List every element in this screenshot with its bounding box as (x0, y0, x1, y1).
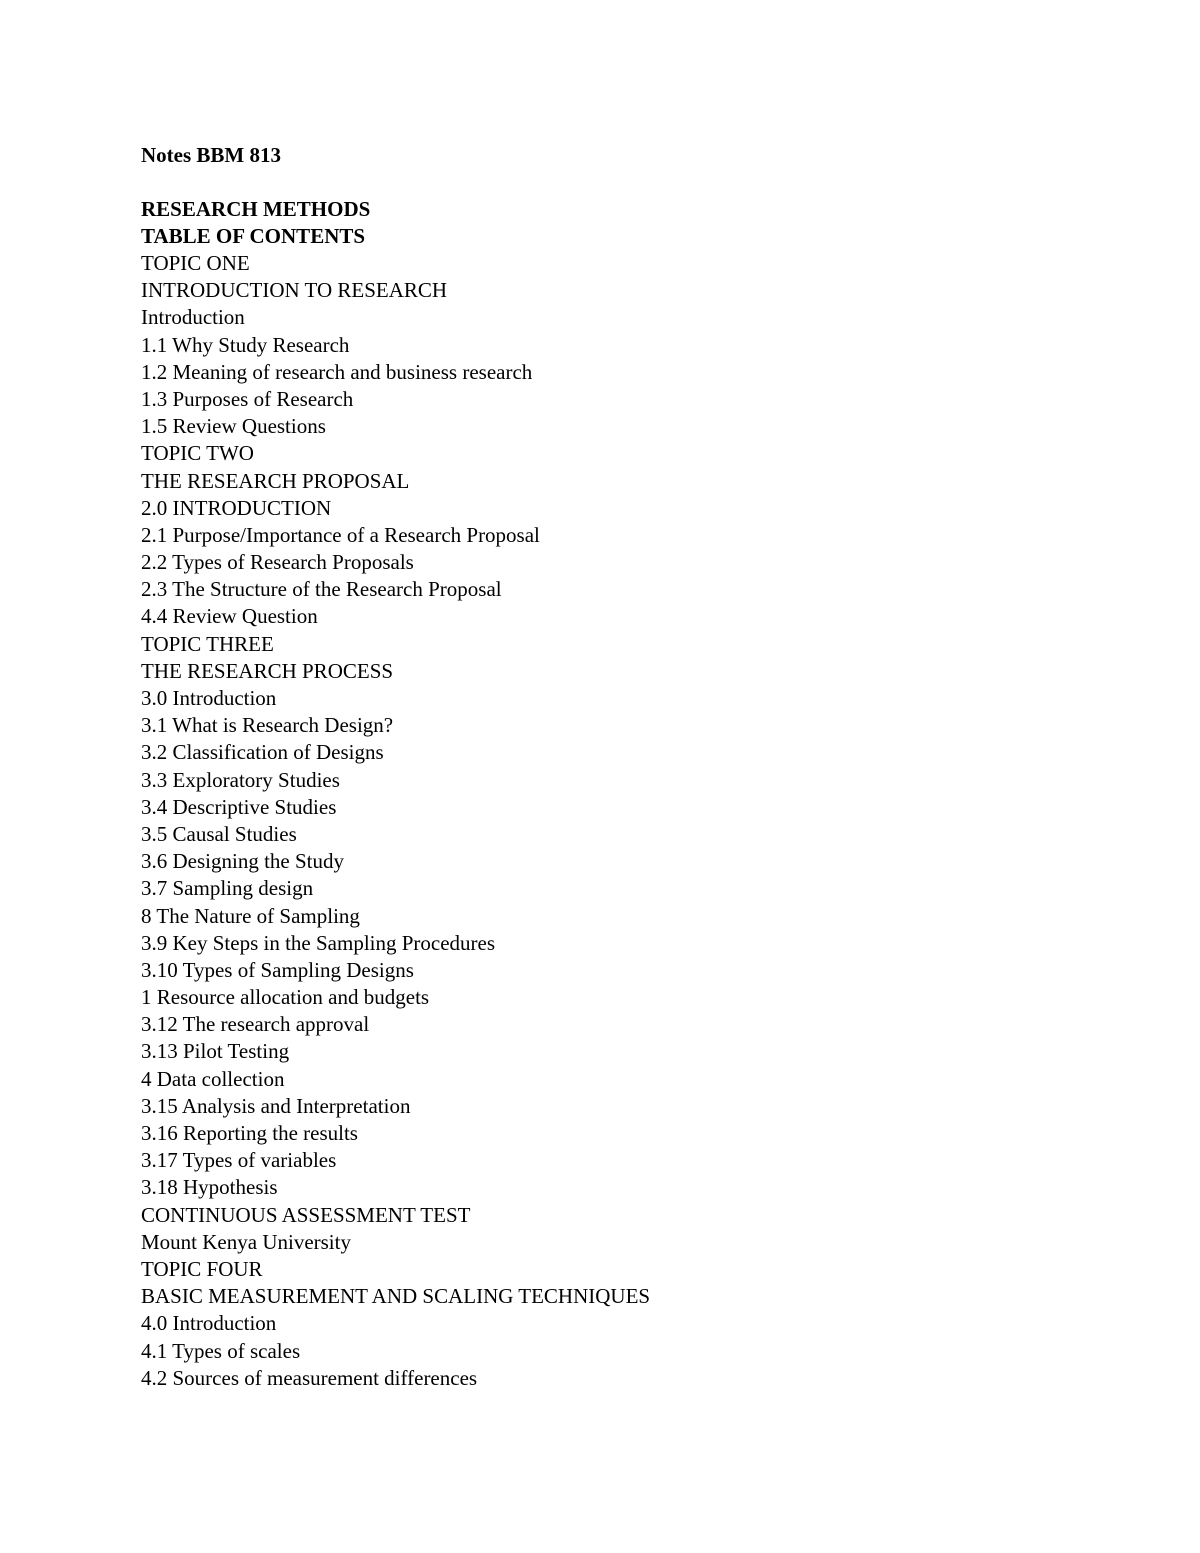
toc-entry: 3.17 Types of variables (141, 1148, 337, 1173)
toc-entry: 2.1 Purpose/Importance of a Research Proposal (141, 522, 540, 547)
toc-entry: 3.0 Introduction (141, 686, 277, 710)
table-of-contents (141, 250, 1141, 1392)
toc-entry: TOPIC ONE (141, 251, 250, 275)
document-page (141, 142, 1141, 1392)
toc-entry: 3.7 Sampling design (141, 876, 314, 901)
toc-entry: 4.1 Types of scales (141, 1338, 301, 1363)
toc-entry: 8 The Nature of Sampling (141, 903, 360, 928)
toc-entry: 3.13 Pilot Testing (141, 1039, 290, 1064)
toc-entry: 3.2 Classification of Designs (141, 740, 384, 765)
toc-entry: 3.4 Descriptive Studies (141, 794, 337, 819)
toc-entry: 1.1 Why Study Research (141, 332, 350, 357)
toc-entry: 3.16 Reporting the results (141, 1121, 358, 1145)
toc-entry: 3.12 The research approval (141, 1012, 370, 1037)
toc-entry: 3.6 Designing the Study (141, 849, 344, 874)
toc-entry: 2.0 INTRODUCTION (141, 495, 332, 520)
toc-entry: Introduction (141, 305, 245, 330)
toc-entry: 3.15 Analysis and Interpretation (141, 1093, 411, 1118)
toc-entry: 1.3 Purposes of Research (141, 386, 354, 411)
toc-entry: THE RESEARCH PROCESS (141, 658, 394, 683)
toc-entry: 3.18 Hypothesis (141, 1175, 278, 1200)
toc-entry: 4.4 Review Question (141, 604, 318, 629)
toc-entry: INTRODUCTION TO RESEARCH (141, 278, 448, 303)
toc-entry: THE RESEARCH PROPOSAL (141, 468, 410, 493)
blank-line (141, 169, 1141, 196)
toc-entry: 1 Resource allocation and budgets (141, 985, 430, 1010)
document-title: Notes BBM 813 (141, 143, 281, 167)
toc-entry: 2.3 The Structure of the Research Proposal (141, 577, 502, 602)
toc-entry: 3.9 Key Steps in the Sampling Procedures (141, 930, 496, 955)
toc-entry: Mount Kenya University (141, 1229, 351, 1254)
toc-entry: 3.10 Types of Sampling Designs (141, 957, 414, 982)
toc-entry: TOPIC TWO (141, 441, 254, 466)
toc-entry: 2.2 Types of Research Proposals (141, 550, 414, 575)
toc-entry: 1.5 Review Questions (141, 414, 326, 439)
course-heading: RESEARCH METHODS (141, 197, 371, 221)
toc-entry: 1.2 Meaning of research and business research (141, 359, 533, 384)
toc-entry: TOPIC FOUR (141, 1256, 263, 1281)
toc-entry: 3.1 What is Research Design? (141, 713, 394, 738)
toc-entry: CONTINUOUS ASSESSMENT TEST (141, 1202, 471, 1227)
toc-entry: TOPIC THREE (141, 631, 274, 656)
toc-entry: 4.2 Sources of measurement differences (141, 1365, 478, 1390)
toc-entry: BASIC MEASUREMENT AND SCALING TECHNIQUES (141, 1284, 651, 1309)
toc-heading: TABLE OF CONTENTS (141, 224, 366, 248)
toc-entry: 4 Data collection (141, 1066, 285, 1091)
toc-entry: 3.5 Causal Studies (141, 821, 297, 846)
toc-entry: 3.3 Exploratory Studies (141, 767, 340, 792)
toc-entry: 4.0 Introduction (141, 1311, 277, 1336)
